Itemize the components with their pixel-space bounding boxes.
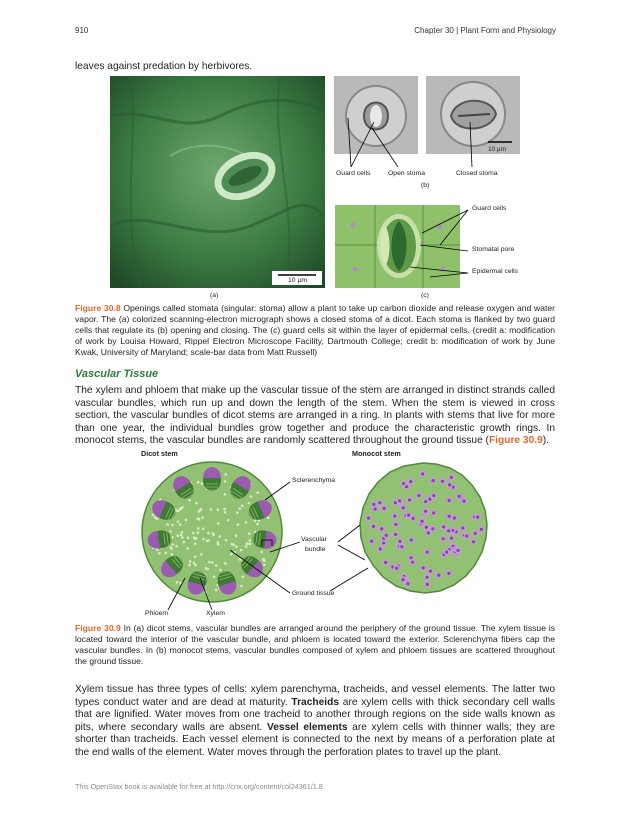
bundle-core [427, 531, 430, 534]
bundle-core [441, 480, 444, 483]
scattered-bundle [464, 533, 471, 540]
scattered-bundle [408, 554, 415, 561]
section-heading: Vascular Tissue [75, 368, 159, 380]
bundle-core [442, 525, 445, 528]
scattered-bundle [440, 524, 447, 531]
label-xylem: Xylem [206, 610, 225, 617]
bundle-core [425, 576, 428, 579]
bundle-core [398, 499, 401, 502]
bundle-core [409, 480, 412, 483]
bundle-core [456, 549, 459, 552]
bundle-core [447, 572, 450, 575]
scattered-bundle [456, 493, 463, 500]
scattered-bundle [392, 531, 399, 538]
bundle-core [370, 540, 373, 543]
stoma-micrograph [110, 76, 325, 288]
scattered-bundle [461, 498, 468, 505]
scattered-bundle [382, 559, 389, 566]
bundle-core [426, 550, 429, 553]
scattered-bundle [451, 515, 458, 522]
scattered-bundle [424, 549, 431, 556]
bundle-core [426, 583, 429, 586]
figure-30-9-label: Figure 30.9 [75, 623, 121, 633]
label-guard-cells-b: Guard cells [336, 170, 371, 177]
figure-30-9-caption [75, 623, 555, 667]
bundle-core [398, 540, 401, 543]
intro-line: leaves against predation by herbivores. [75, 61, 253, 72]
bundle-core [465, 534, 468, 537]
paragraph-2-part-1: Xylem tissue has three types of cells: xylem parenchyma, tracheids, and vessel elements. The latter two types conduct water and are dead at maturity. [75, 684, 555, 708]
scattered-bundle [377, 546, 384, 553]
scattered-bundle [408, 537, 415, 544]
scattered-bundle [430, 525, 437, 532]
scattered-bundle [424, 581, 431, 588]
figure-30-8-caption-text: Openings called stomata (singular: stoma) allow a plant to take up carbon dioxide and release oxygen and water vapor. The (a) colorized scanning-electron micrograph shows a closed stoma of a dicot. Each stoma is flanked by two guard cells that regulate its (b) opening and closing. The (c) guard cells sit within the layer of epidermal cells. (credit a: modification of work by Louisa Howard, Rippel Electron Microscope Facility, Dartmouth College; credit b: modification of work by June Kwak, University of Maryland; scale-bar data from Matt Russell) [75, 303, 556, 357]
scattered-bundle [422, 508, 429, 515]
bundle-core [462, 500, 465, 503]
bundle-core [384, 561, 387, 564]
bundle-core [405, 485, 408, 488]
bundle-core [400, 545, 403, 548]
scattered-bundle [422, 498, 429, 505]
bundle-core [448, 483, 451, 486]
panel-c-leader-lines [400, 205, 480, 285]
bundle-core [457, 495, 460, 498]
scattered-bundle [370, 523, 377, 530]
panel-b-label: (b) [421, 182, 430, 189]
label-open-stoma: Open stoma [388, 170, 426, 177]
bundle-core [394, 533, 397, 536]
bundle-core [472, 540, 475, 543]
bundle-core [372, 525, 375, 528]
dicot-stem-title: Dicot stem [141, 449, 178, 458]
figure-30-9-leader-lines [140, 470, 370, 620]
bundle-core [450, 476, 453, 479]
scattered-bundle [443, 549, 450, 556]
bundle-core [424, 510, 427, 513]
bundle-core [420, 520, 423, 523]
scattered-bundle [439, 478, 446, 485]
scattered-bundle [455, 547, 462, 554]
bundle-core [461, 526, 464, 529]
paragraph-1-end: ). [542, 435, 549, 447]
bundle-core [429, 570, 432, 573]
scattered-bundle [420, 565, 427, 572]
bundle-core [432, 494, 435, 497]
panel-c-label: (c) [421, 292, 429, 299]
paragraph-2-part-2: are xylem cells with thick secondary cell walls that are lignified. Water moves from one tracheid to another through regions on the side walls known as pits, where secondary walls are absent. [75, 696, 555, 733]
bundle-core [374, 507, 377, 510]
page-number: 910 [75, 26, 89, 35]
figure-30-9-caption-text: In (a) dicot stems, vascular bundles are arranged around the periphery of the ground tissue. The xylem tissue is located toward the interior of the vascular bundle, and phloem is located toward the exterior. Sclerenchyma fibers cap the vascular bundles. In (b) monocot stems, vascular bundles composed of xylem and phloem tissues are scattered throughout the ground tissue. [75, 623, 556, 666]
scattered-bundle [446, 497, 453, 504]
bundle-core [409, 556, 412, 559]
scattered-bundle [431, 492, 438, 499]
scattered-bundle [405, 512, 412, 519]
scattered-bundle [380, 540, 387, 547]
bundle-core [480, 528, 483, 531]
scattered-bundle [478, 526, 485, 533]
scattered-bundle [391, 513, 398, 520]
chapter-title: Chapter 30 | Plant Form and Physiology [414, 26, 556, 35]
bundle-core [385, 534, 388, 537]
bundle-core [421, 472, 424, 475]
scattered-bundle [430, 477, 437, 484]
scattered-bundle [400, 576, 407, 583]
scattered-bundle [474, 514, 481, 521]
bundle-core [447, 529, 450, 532]
bundle-core [372, 503, 375, 506]
panel-b-leader-lines [330, 108, 530, 178]
bundle-core [407, 514, 410, 517]
bundle-core [431, 479, 434, 482]
bundle-core [412, 517, 415, 520]
bundle-core [453, 516, 456, 519]
bundle-core [394, 523, 397, 526]
label-guard-cells-c: Guard cells [472, 205, 507, 212]
scattered-bundle [381, 505, 388, 512]
bundle-core [380, 527, 383, 530]
label-ground-tissue: Ground tissue [292, 590, 335, 597]
bundle-core [401, 578, 404, 581]
scale-bar-a: 10 µm [288, 277, 308, 284]
bundle-core [417, 494, 420, 497]
scale-bar-b: 10 µm [488, 146, 506, 153]
label-epidermal-cells: Epidermal cells [472, 268, 519, 275]
bundle-core [393, 515, 396, 518]
bundle-core [437, 574, 440, 577]
bundle-core [408, 498, 411, 501]
scattered-bundle [400, 505, 407, 512]
scattered-bundle [407, 478, 414, 485]
bundle-core [395, 567, 398, 570]
scattered-bundle [403, 483, 410, 490]
figure-30-8-caption [75, 303, 555, 358]
bundle-core [382, 507, 385, 510]
scattered-bundle [396, 498, 403, 505]
monocot-stem-diagram [356, 460, 491, 605]
scattered-bundle [460, 525, 467, 532]
scattered-bundle [440, 536, 447, 543]
bundle-core [410, 538, 413, 541]
scattered-bundle [424, 574, 431, 581]
figure-30-9-link[interactable]: Figure 30.9 [488, 435, 543, 447]
label-stomatal-pore: Stomatal pore [472, 246, 515, 253]
term-vessel-elements: Vessel elements [267, 721, 348, 733]
paragraph-2-part-3: are xylem cells with thinner walls; they are shorter than tracheids. Each vessel element is connected to the next by means of a perforation plate at the end walls of the element. Water moves through the perforation plates to travel up the plant. [75, 721, 555, 758]
bundle-core [424, 500, 427, 503]
bundle-core [402, 506, 405, 509]
paragraph-1 [75, 385, 555, 448]
bundle-core [422, 566, 425, 569]
scattered-bundle [406, 497, 413, 504]
label-vascular: Vascular [301, 536, 327, 543]
term-tracheids: Tracheids [291, 696, 339, 708]
scattered-bundle [472, 530, 479, 537]
figure-30-8-label: Figure 30.8 [75, 303, 121, 313]
bundle-core [445, 551, 448, 554]
scattered-bundle [470, 538, 477, 545]
bundle-core [378, 501, 381, 504]
footer-note: This OpenStax book is available for free at http://cnx.org/content/col24361/1.8 [75, 782, 323, 791]
bundle-core [432, 511, 435, 514]
scattered-bundle [399, 543, 406, 550]
panel-a-label: (a) [210, 292, 219, 299]
bundle-core [382, 541, 385, 544]
scattered-bundle [430, 510, 437, 517]
scattered-bundle [448, 535, 455, 542]
scattered-bundle [393, 521, 400, 528]
paragraph-1-text: The xylem and phloem that make up the vascular tissue of the stem are arranged in distinct strands called vascular bundles, which run up and down the length of the stem. When the stem is viewed in cross section, the vascular bundles of dicot stems are arranged in a ring. In plants with stems that live for more than one year, the individual bundles grow together and produce the characteristic growth rings. In monocot stems, the vascular bundles are randomly scattered throughout the ground tissue ( [75, 385, 555, 447]
scattered-bundle [446, 570, 453, 577]
label-sclerenchyma: Sclerenchyma [292, 477, 336, 484]
scattered-bundle [416, 492, 423, 499]
scattered-bundle [419, 518, 426, 525]
scattered-bundle [378, 526, 385, 533]
scattered-bundle [427, 568, 434, 575]
paragraph-2 [75, 684, 555, 760]
monocot-stem-title: Monocot stem [352, 449, 401, 458]
bundle-core [476, 515, 479, 518]
scattered-bundle [383, 532, 390, 539]
bundle-core [474, 532, 477, 535]
scattered-bundle [419, 471, 426, 478]
scattered-bundle [423, 524, 430, 531]
scattered-bundle [448, 474, 455, 481]
bundle-core [450, 537, 453, 540]
scattered-bundle [446, 482, 453, 489]
scattered-bundle [436, 572, 443, 579]
scattered-bundle [372, 506, 379, 513]
scattered-bundle [393, 565, 400, 572]
label-phloem: Phloem [145, 610, 169, 617]
bundle-core [448, 499, 451, 502]
label-bundle: bundle [305, 546, 326, 553]
scattered-bundle [377, 499, 384, 506]
bundle-core [406, 582, 409, 585]
bundle-core [431, 527, 434, 530]
bundle-core [379, 547, 382, 550]
bundle-core [442, 537, 445, 540]
bundle-core [425, 526, 428, 529]
bundle-core [448, 515, 451, 518]
label-closed-stoma: Closed stoma [456, 170, 498, 177]
